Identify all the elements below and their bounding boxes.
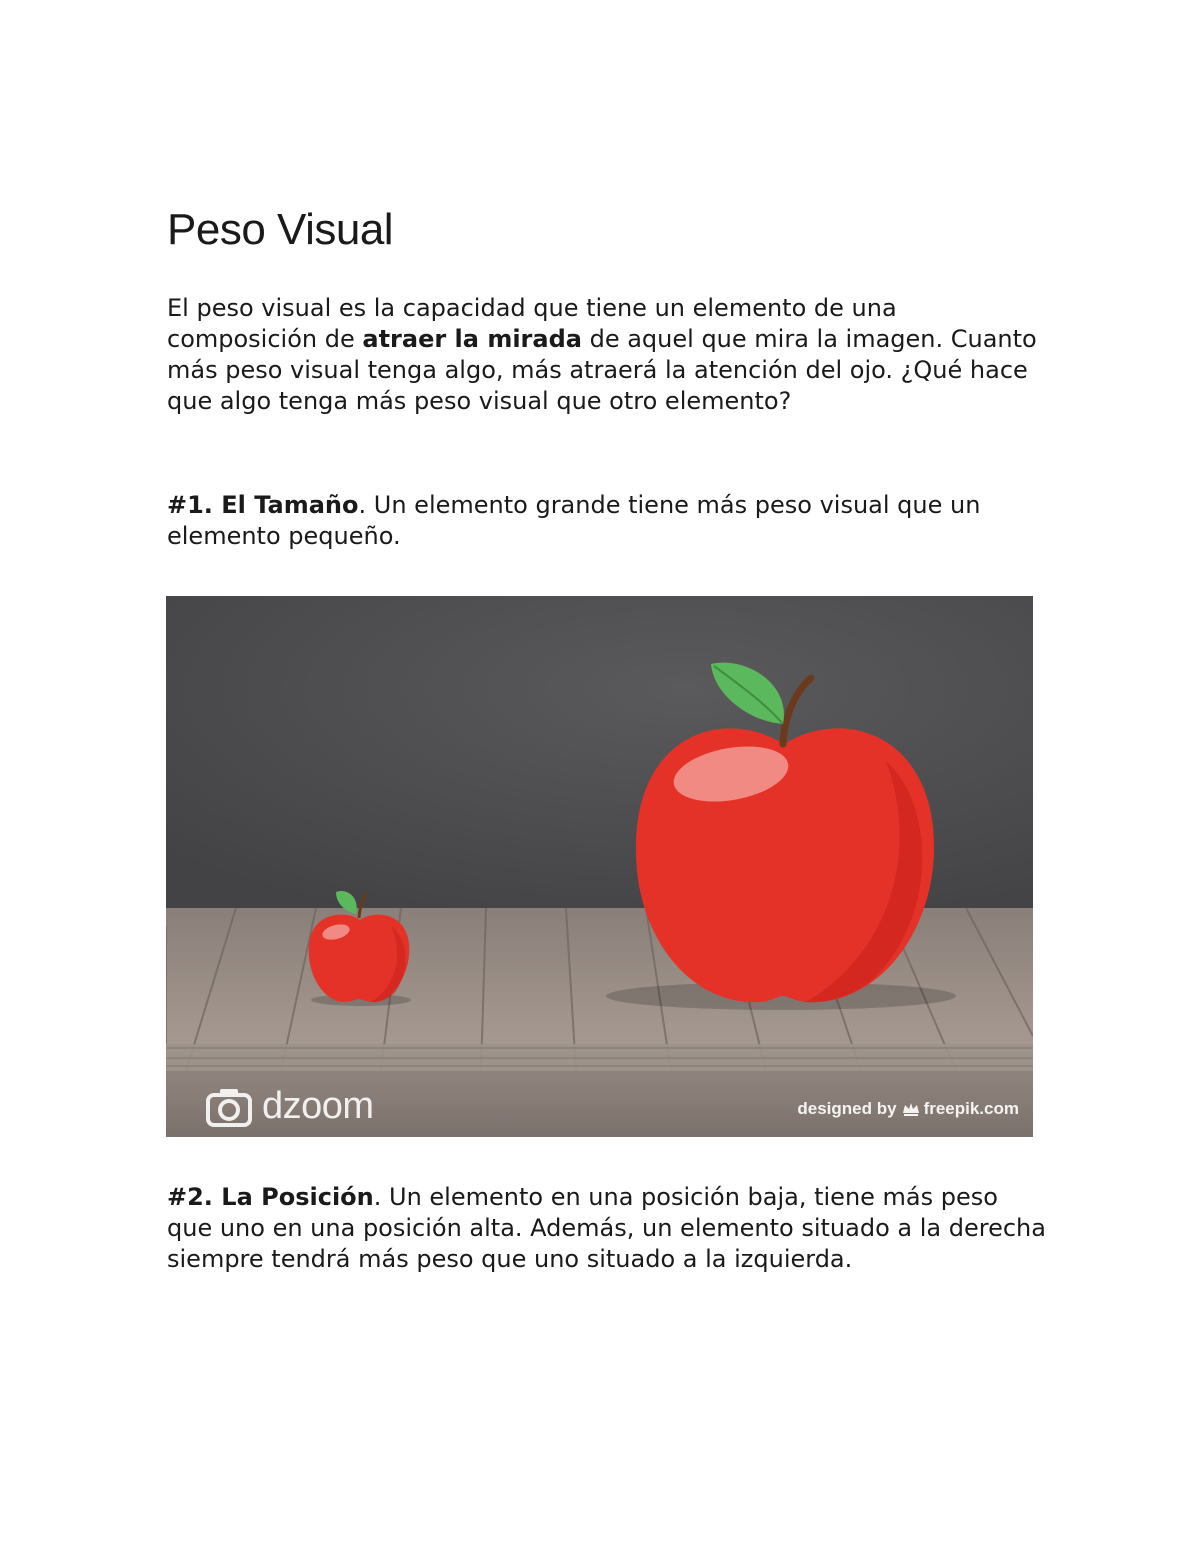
- apples-scene: [166, 596, 1033, 1137]
- apples-illustration: [166, 596, 1033, 1137]
- dzoom-logo: [206, 1085, 374, 1128]
- camera-icon: [206, 1087, 252, 1127]
- position-paragraph: [167, 1182, 1047, 1275]
- freepik-credit: [797, 1099, 1019, 1119]
- size-paragraph: [167, 490, 1047, 552]
- dzoom-brand-text: dzoom: [262, 1085, 374, 1127]
- watermark-bar: [166, 1071, 1033, 1137]
- position-text: . Un elemento en una posición baja, tiene más peso que uno en una posición alta. Además, un elemento situado a la derecha siempre tendrá más peso que uno situado a la izquierda.: [167, 1183, 1046, 1273]
- size-text: . Un elemento grande tiene más peso visual que un elemento pequeño.: [167, 491, 981, 550]
- intro-paragraph: [167, 293, 1047, 417]
- intro-text-start: El peso visual es la capacidad que tiene un elemento de una composición de: [167, 294, 897, 353]
- freepik-crown-icon: [901, 1101, 921, 1117]
- intro-bold-phrase: atraer la mirada: [362, 325, 582, 353]
- page-title: Peso Visual: [167, 205, 394, 254]
- credit-site: freepik.com: [923, 1099, 1019, 1118]
- position-heading: #2. La Posición: [167, 1183, 374, 1211]
- credit-prefix: designed by: [797, 1099, 897, 1118]
- size-heading: #1. El Tamaño: [167, 491, 359, 519]
- intro-text-end: de aquel que mira la imagen. Cuanto más peso visual tenga algo, más atraerá la atención del ojo. ¿Qué hace que algo tenga más peso visual que otro elemento?: [167, 325, 1037, 415]
